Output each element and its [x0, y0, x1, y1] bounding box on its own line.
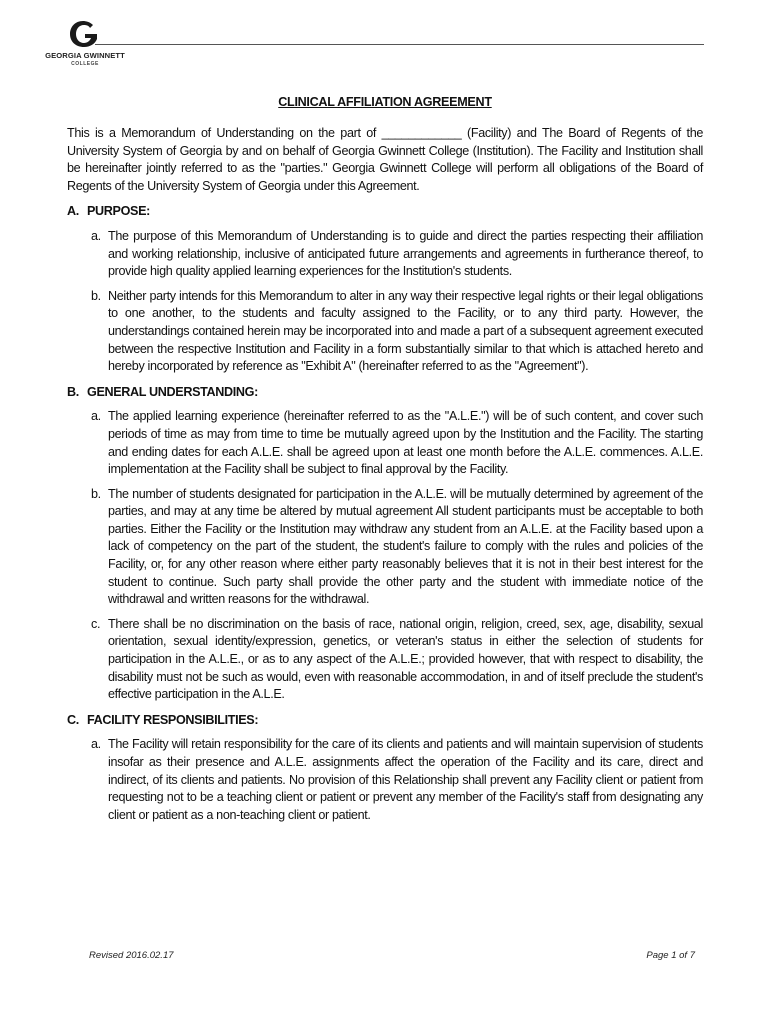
list-item — [67, 736, 703, 824]
section-letter: B. — [67, 384, 79, 399]
section-letter: A. — [67, 204, 79, 219]
section-heading — [67, 712, 703, 730]
section-title: FACILITY RESPONSIBILITIES: — [87, 712, 259, 727]
document-title: CLINICAL AFFILIATION AGREEMENT — [278, 95, 492, 109]
item-marker: b. — [91, 486, 101, 501]
list-item — [67, 228, 703, 281]
item-text: The Facility will retain responsibility for the care of its clients and patients and will maintain supervision of students insofar as their presence and A.L.E. assignments affect the operation of the Facility and its care, direct and indirect, of its clients and patients. No provision of this Relationship shall prevent any Facility client or patient from requesting not to be a teaching client or patient or prevent any member of the Facility's staff from designating any client or patient as a non-teaching client or patient. — [108, 737, 703, 822]
section-title: PURPOSE: — [87, 204, 150, 219]
logo-name: GEORGIA GWINNETT — [45, 51, 125, 60]
section-purpose — [67, 203, 703, 375]
item-text: There shall be no discrimination on the basis of race, national origin, religion, creed, sex, age, disability, sexual orientation, sexual identity/expression, genetics, or veteran's status in either the selection of students for participation in the A.L.E., or as to any aspect of the A.L.E.; provided however, that with respect to disability, the disability must not be such as would, even with reasonable accommodation, in and of itself preclude the student's effective participation in the A.L.E. — [108, 616, 703, 702]
section-heading — [67, 384, 703, 402]
item-text: The applied learning experience (hereinafter referred to as the "A.L.E.") will be of such content, and cover such periods of time as may from time to time be mutually agreed upon by the Institution and the Facility. The starting and ending dates for each A.L.E. shall be agreed upon at least one month before the A.L.E. commences. A.L.E. implementation at the Facility shall be subject to final approval by the Facility. — [108, 409, 703, 477]
revision-date: Revised 2016.02.17 — [89, 950, 174, 961]
section-title: GENERAL UNDERSTANDING: — [87, 384, 258, 399]
list-item — [67, 486, 703, 609]
item-marker: a. — [91, 737, 101, 752]
item-marker: a. — [91, 409, 101, 424]
list-item — [67, 616, 703, 704]
section-general-understanding — [67, 384, 703, 704]
item-marker: a. — [91, 228, 101, 243]
page-number: Page 1 of 7 — [646, 950, 695, 961]
list-item — [67, 288, 703, 376]
item-marker: b. — [91, 288, 101, 303]
header-rule — [95, 44, 704, 45]
intro-paragraph: This is a Memorandum of Understanding on the part of ____________ (Facility) and The Board of Regents of the University System of Georgia by and on behalf of Georgia Gwinnett College (Institution). The Facility and Institution shall be hereinafter jointly referred to as the "parties." Georgia Gwinnett College will perform all obligations of the Board of Regents of the University System of Georgia under this Agreement. — [67, 126, 703, 193]
section-heading — [67, 203, 703, 221]
section-facility-responsibilities — [67, 712, 703, 825]
item-text: The purpose of this Memorandum of Understanding is to guide and direct the parties respecting their affiliation and working relationship, inclusive of anticipated future arrangements and agreements in furtherance thereof, to provide high quality applied learning experiences for the Institution's students. — [108, 228, 703, 279]
document-body — [67, 125, 703, 831]
list-item — [67, 408, 703, 478]
logo-subtitle: COLLEGE — [71, 61, 99, 67]
item-text: The number of students designated for participation in the A.L.E. will be mutually determined by agreement of the parties, and may at any time be altered by mutual agreement All student participants must be acceptable to both parties. Either the Facility or the Institution may withdraw any student from an A.L.E. at the Facility based upon a lack of competency on the part of the student, the student's failure to comply with the rules and policies of the Facility, or, for any other reason where either party reasonably believes that it is not in their best interest for the student to continue. Such party shall provide the other party and the student with immediate notice of the withdrawal and written reasons for the withdrawal. — [108, 486, 703, 607]
item-text: Neither party intends for this Memorandum to alter in any way their respective legal rights or their legal obligations to one another, to the students and faculty assigned to the Facility, or to any third party. However, the understandings contained herein may be incorporated into and made a part of a subsequent agreement executed between the respective Institution and Facility in a form substantially similar to that which is attached hereto and hereby incorporated by reference as "Exhibit A" (hereinafter referred to as the "Agreement"). — [108, 288, 703, 374]
section-letter: C. — [67, 712, 79, 727]
item-marker: c. — [91, 616, 101, 631]
